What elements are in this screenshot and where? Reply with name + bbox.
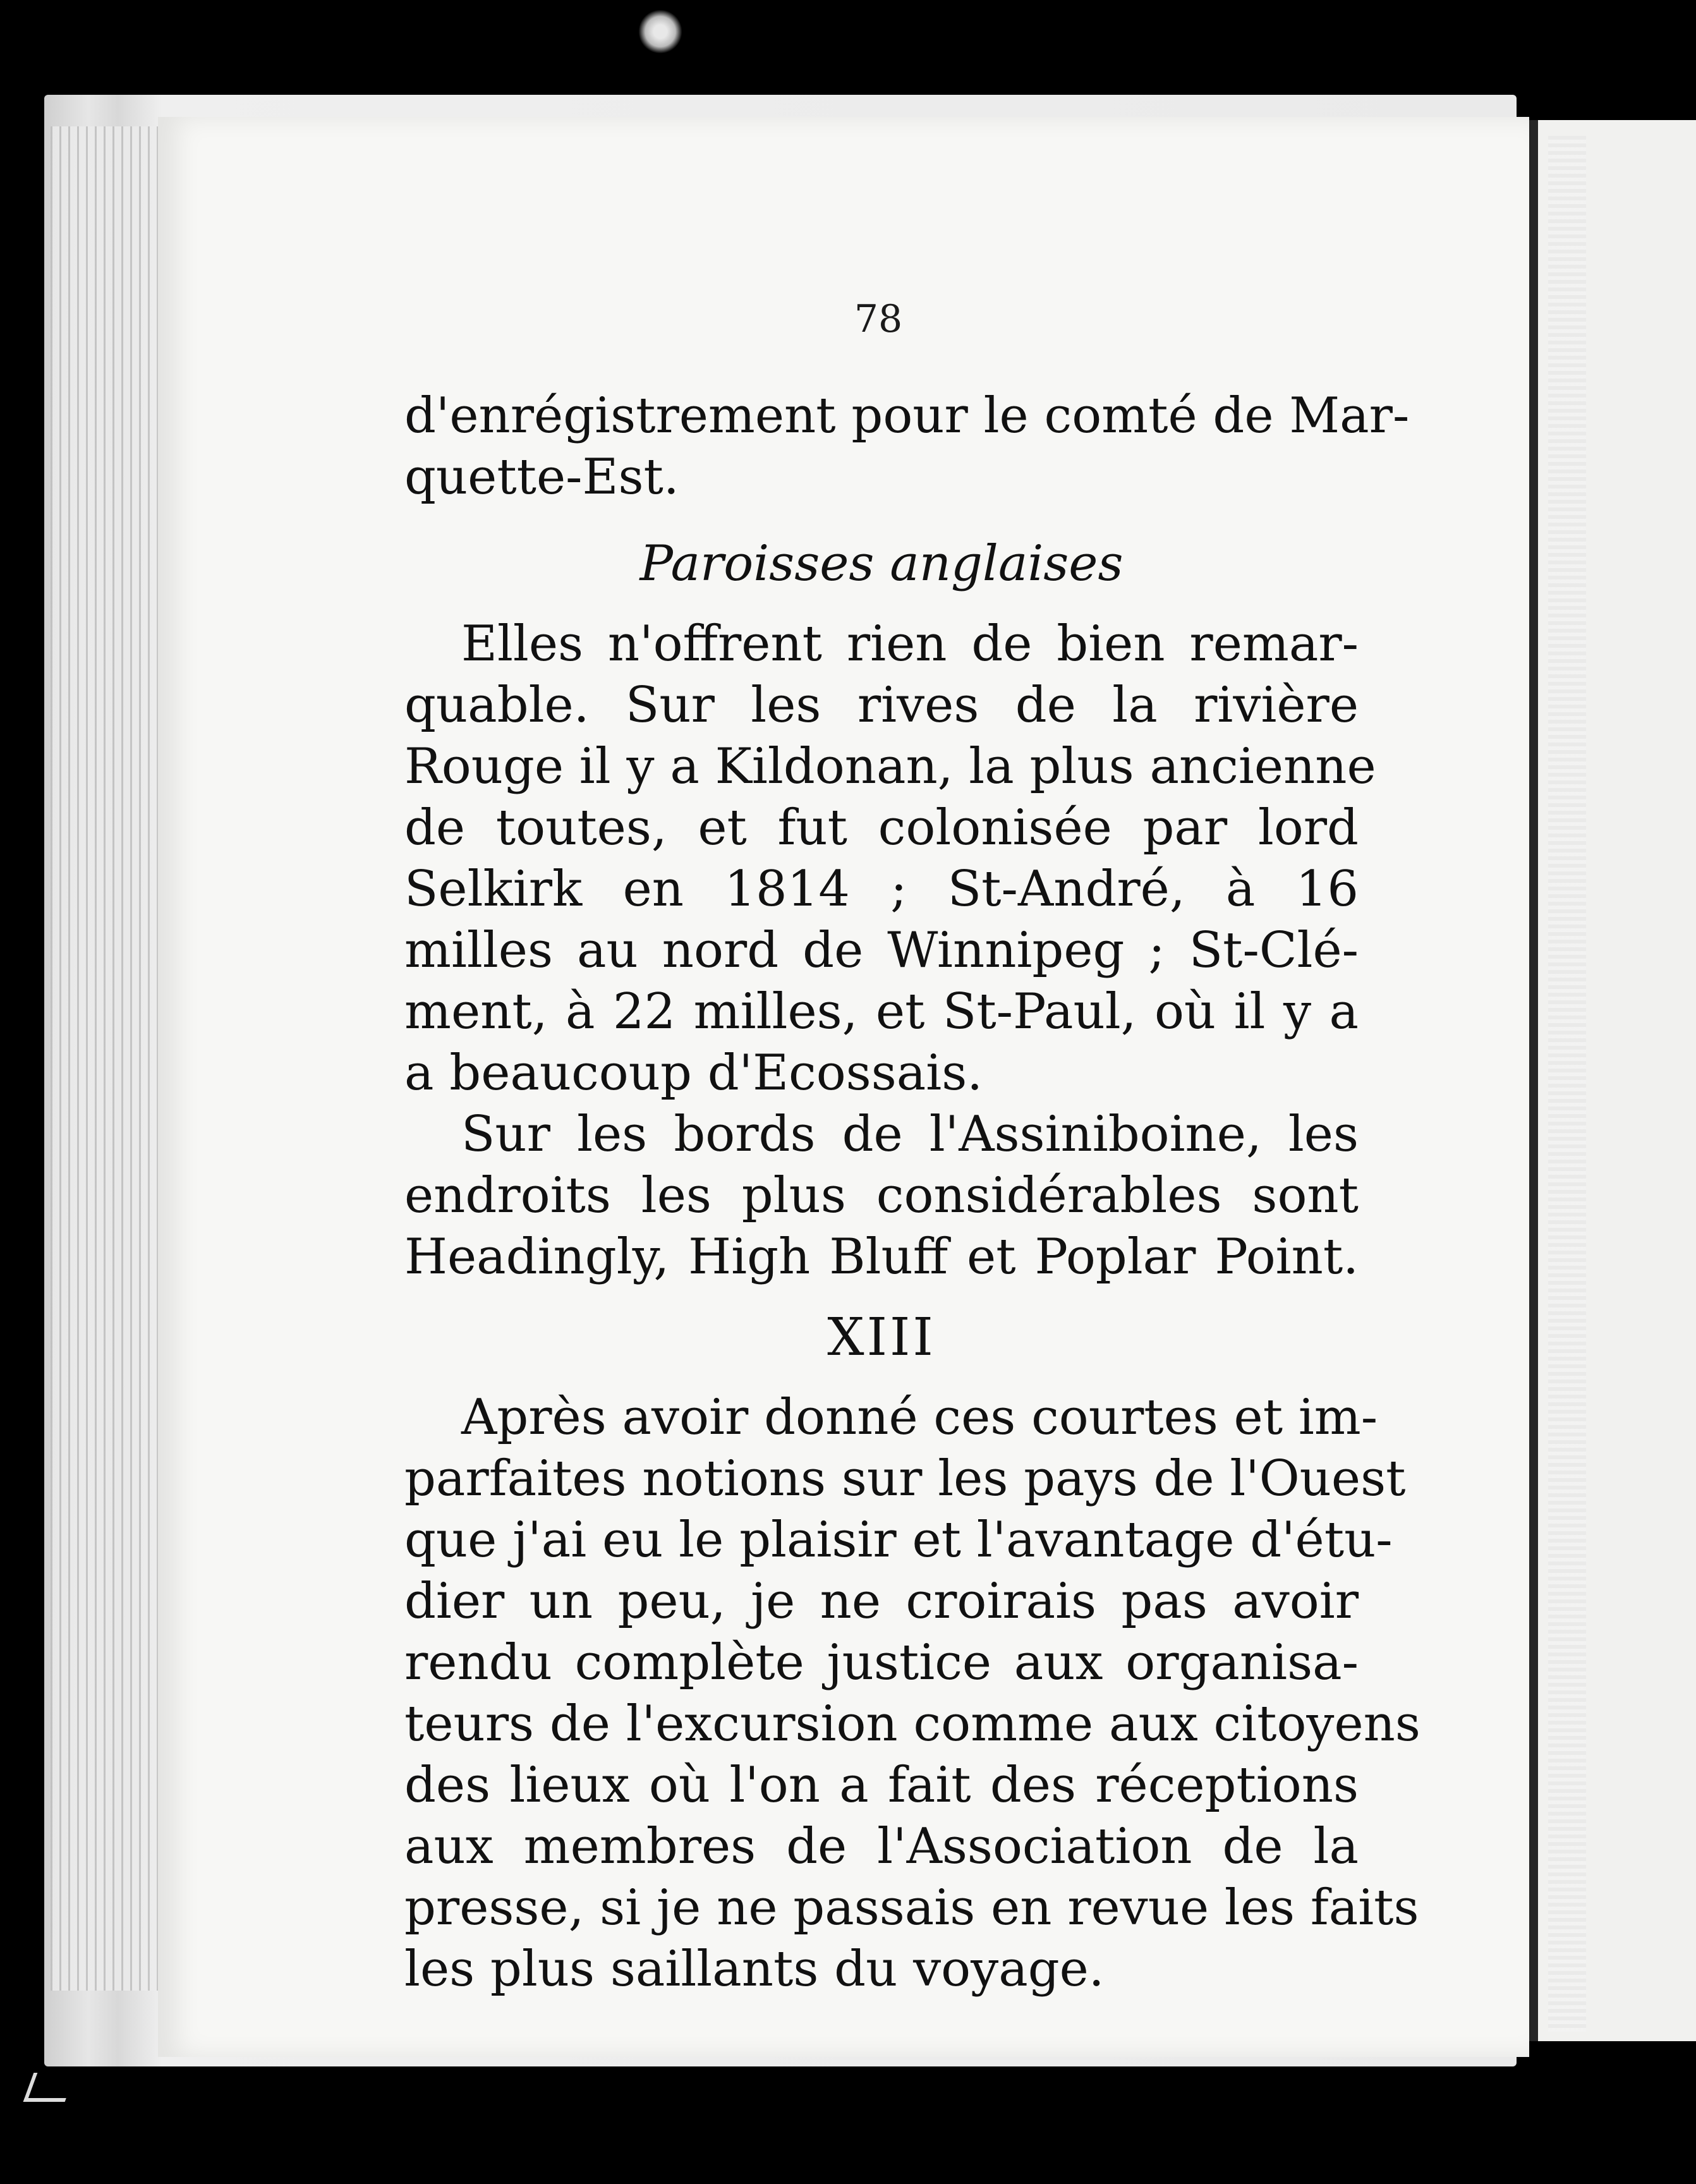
text-line: des lieux où l'on a fait des réceptions [404, 1757, 1359, 1814]
text-line: les plus saillants du voyage. [404, 1941, 1105, 1998]
page-number: 78 [854, 297, 903, 341]
page-edges [51, 126, 164, 1991]
text-line: Après avoir donné ces courtes et im- [461, 1389, 1378, 1446]
text-line: dier un peu, je ne croirais pas avoir [404, 1573, 1359, 1630]
text-line: aux membres de l'Association de la [404, 1818, 1359, 1875]
text-line: Selkirk en 1814 ; St-André, à 16 [404, 861, 1359, 918]
page-text [404, 385, 1420, 2000]
text-line: quette-Est. [404, 449, 679, 506]
paragraph-3 [404, 1104, 1359, 1288]
text-line: de toutes, et fut colonisée par lord [404, 799, 1359, 856]
paragraph-1 [404, 385, 1410, 508]
text-line: teurs de l'excursion comme aux citoyens [404, 1696, 1420, 1752]
text-line: Sur les bords de l'Assiniboine, les [461, 1106, 1359, 1163]
facing-page-edge [1548, 136, 1586, 2032]
text-line: rendu complète justice aux organisa- [404, 1634, 1359, 1691]
text-line: a beaucoup d'Ecossais. [404, 1045, 983, 1101]
paragraph-2 [404, 614, 1376, 1104]
text-line: presse, si je ne passais en revue les faits [404, 1879, 1419, 1936]
section-heading: Paroisses anglaises [639, 535, 1124, 592]
scan-speck [638, 6, 682, 57]
text-line: d'enrégistrement pour le comté de Mar- [404, 387, 1410, 444]
text-line: endroits les plus considérables sont [404, 1167, 1359, 1224]
text-line: ment, à 22 milles, et St-Paul, où il y a [404, 983, 1359, 1040]
text-line: parfaites notions sur les pays de l'Ouest [404, 1450, 1406, 1507]
scan-mark [23, 2073, 76, 2102]
text-line: milles au nord de Winnipeg ; St-Clé- [404, 922, 1359, 979]
paragraph-4 [404, 1387, 1420, 2000]
text-line: Rouge il y a Kildonan, la plus ancienne [404, 738, 1376, 795]
text-line: quable. Sur les rives de la rivière [404, 677, 1359, 734]
text-line: Headingly, High Bluff et Poplar Point. [404, 1228, 1359, 1285]
text-line: Elles n'offrent rien de bien remar- [461, 616, 1359, 672]
text-line: que j'ai eu le plaisir et l'avantage d'étu- [404, 1512, 1393, 1568]
section-number: XIII [827, 1307, 936, 1368]
